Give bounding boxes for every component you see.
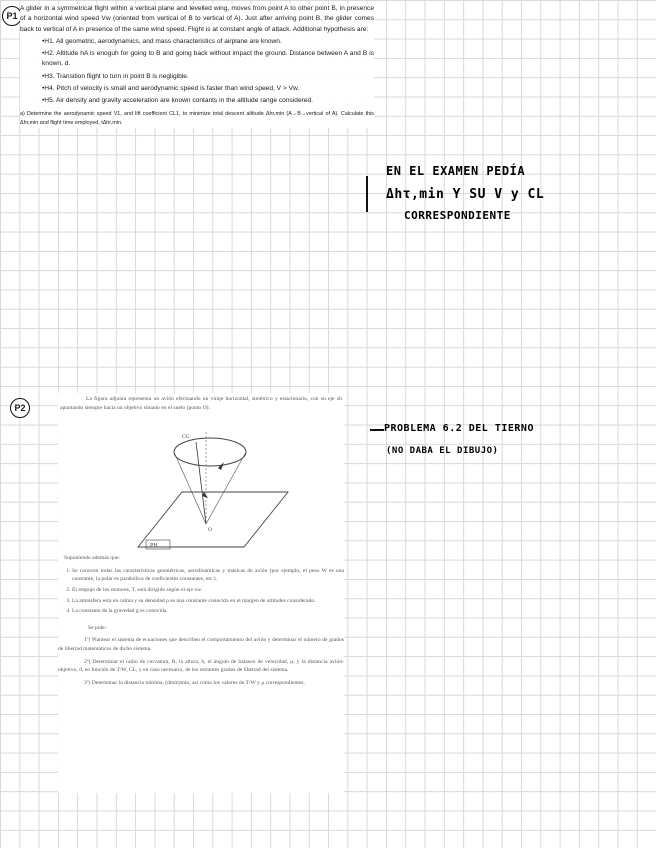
question-a: a) Determine the aerodynamic speed V1, and lift coefficient CL1, to minimize total descent altitude Δhr,min (A→B→vertical of A). Calculate this Δhr,min and flight time employed, tΔhr,min.: [20, 110, 374, 126]
problem-2-intro: La figura adjunta representa un avión efectuando un viraje horizontal, simétrico y estacionario, con su eje zb apuntando siempre hacia un objetivo situado en el suelo (punto O).: [60, 396, 342, 411]
cg-label: CG: [182, 434, 190, 441]
note-1-line-2: Δhτ,min Y SU V y CL: [386, 187, 545, 202]
assumption-3: 3. La atmósfera está en calma y su densidad ρ es una constante conocida en el margen de altitudes considerado.: [72, 597, 344, 606]
arrow-mark: [370, 429, 384, 431]
assumption-2: 2. El empuje de los motores, T, está dirigido según el eje xw.: [72, 586, 344, 595]
note-1-line-3: CORRESPONDIENTE: [404, 209, 511, 222]
hypothesis-2: •H2. Altitude hA is enoguh for going to B and going back without impact the ground. Distance between A and B is known, d.: [42, 50, 374, 68]
turn-figure: [58, 412, 344, 552]
problem-1-text: [20, 4, 374, 128]
problem-2-text: [58, 393, 344, 793]
hypothesis-3: •H3. Transition flight to turn in point B is negligible.: [42, 72, 189, 80]
ground-label: PH: [150, 543, 158, 550]
target-label: O: [208, 527, 212, 534]
problem-2-badge: P2: [10, 398, 30, 418]
note-2-line-1: PROBLEMA 6.2 DEL TIERNO: [384, 423, 534, 434]
hypothesis-5: •H5. Air density and gravity acceleration are known contants in the altitude range considered.: [42, 97, 313, 105]
assumption-list: [58, 567, 344, 616]
brace-mark: [366, 176, 371, 212]
cone-line-left: [174, 452, 206, 524]
note-1-line-1: EN EL EXAMEN PEDÍA: [386, 164, 526, 178]
note-2-line-2: (NO DABA EL DIBUJO): [386, 446, 499, 456]
question-2: 2º) Determinar el radio de curvatura, R, la altura, h, el ángulo de balance de velocidad, μ, y la distancia avión-objetivo, d, en función de T/W, CL, y en caso necesario, de los restantes grados de libertad del sistema.: [58, 658, 344, 674]
assumption-4: 4. La constante de la gravedad g es conocida.: [72, 607, 344, 616]
hypothesis-1: •H1. All geometric, aerodynamics, and mass characteristics of airplane are known.: [42, 37, 282, 45]
asks-heading: Se pide:: [88, 624, 107, 631]
turn-circle: [174, 438, 246, 466]
problem-1-badge: P1: [2, 6, 22, 26]
question-3: 3º) Determinar la distancia mínima, (dmin)min, así como los valores de T/W y μ correspondientes.: [84, 679, 305, 686]
assume-heading: Suponiendo además que:: [64, 555, 120, 562]
aim-line: [196, 442, 206, 524]
question-1: 1º) Plantear el sistema de ecuaciones que describen el comportamiento del avión y determinar el número de grados de libertad matemáticos de dicho sistema.: [58, 637, 344, 652]
ground-plane: [138, 492, 288, 550]
hypothesis-4: •H4. Pitch of velocity is small and aerodynamic speed is faster than wind speed, V > Vw.: [42, 85, 300, 93]
assumption-1: 1. Se conocen todas las características geométricas, aerodinámicas y másicas de avión (por ejemplo, el peso W es una constante, la polar es parabólica de coeficientes constantes, etc.).: [72, 567, 344, 584]
problem-1-intro: A glider in a symmetrical flight within a vertical plane and levelled wing, moves from point A to other point B, in presence of a horizontal wind speed Vw (oriented from vertical of B to vertical of A). Just after arriving point B, the glider comes back to vertical of A in presence of the same wind speed. Flight is at constant angle of attack. Additional hypothesis are:: [20, 5, 374, 33]
cone-line-right: [206, 452, 246, 524]
